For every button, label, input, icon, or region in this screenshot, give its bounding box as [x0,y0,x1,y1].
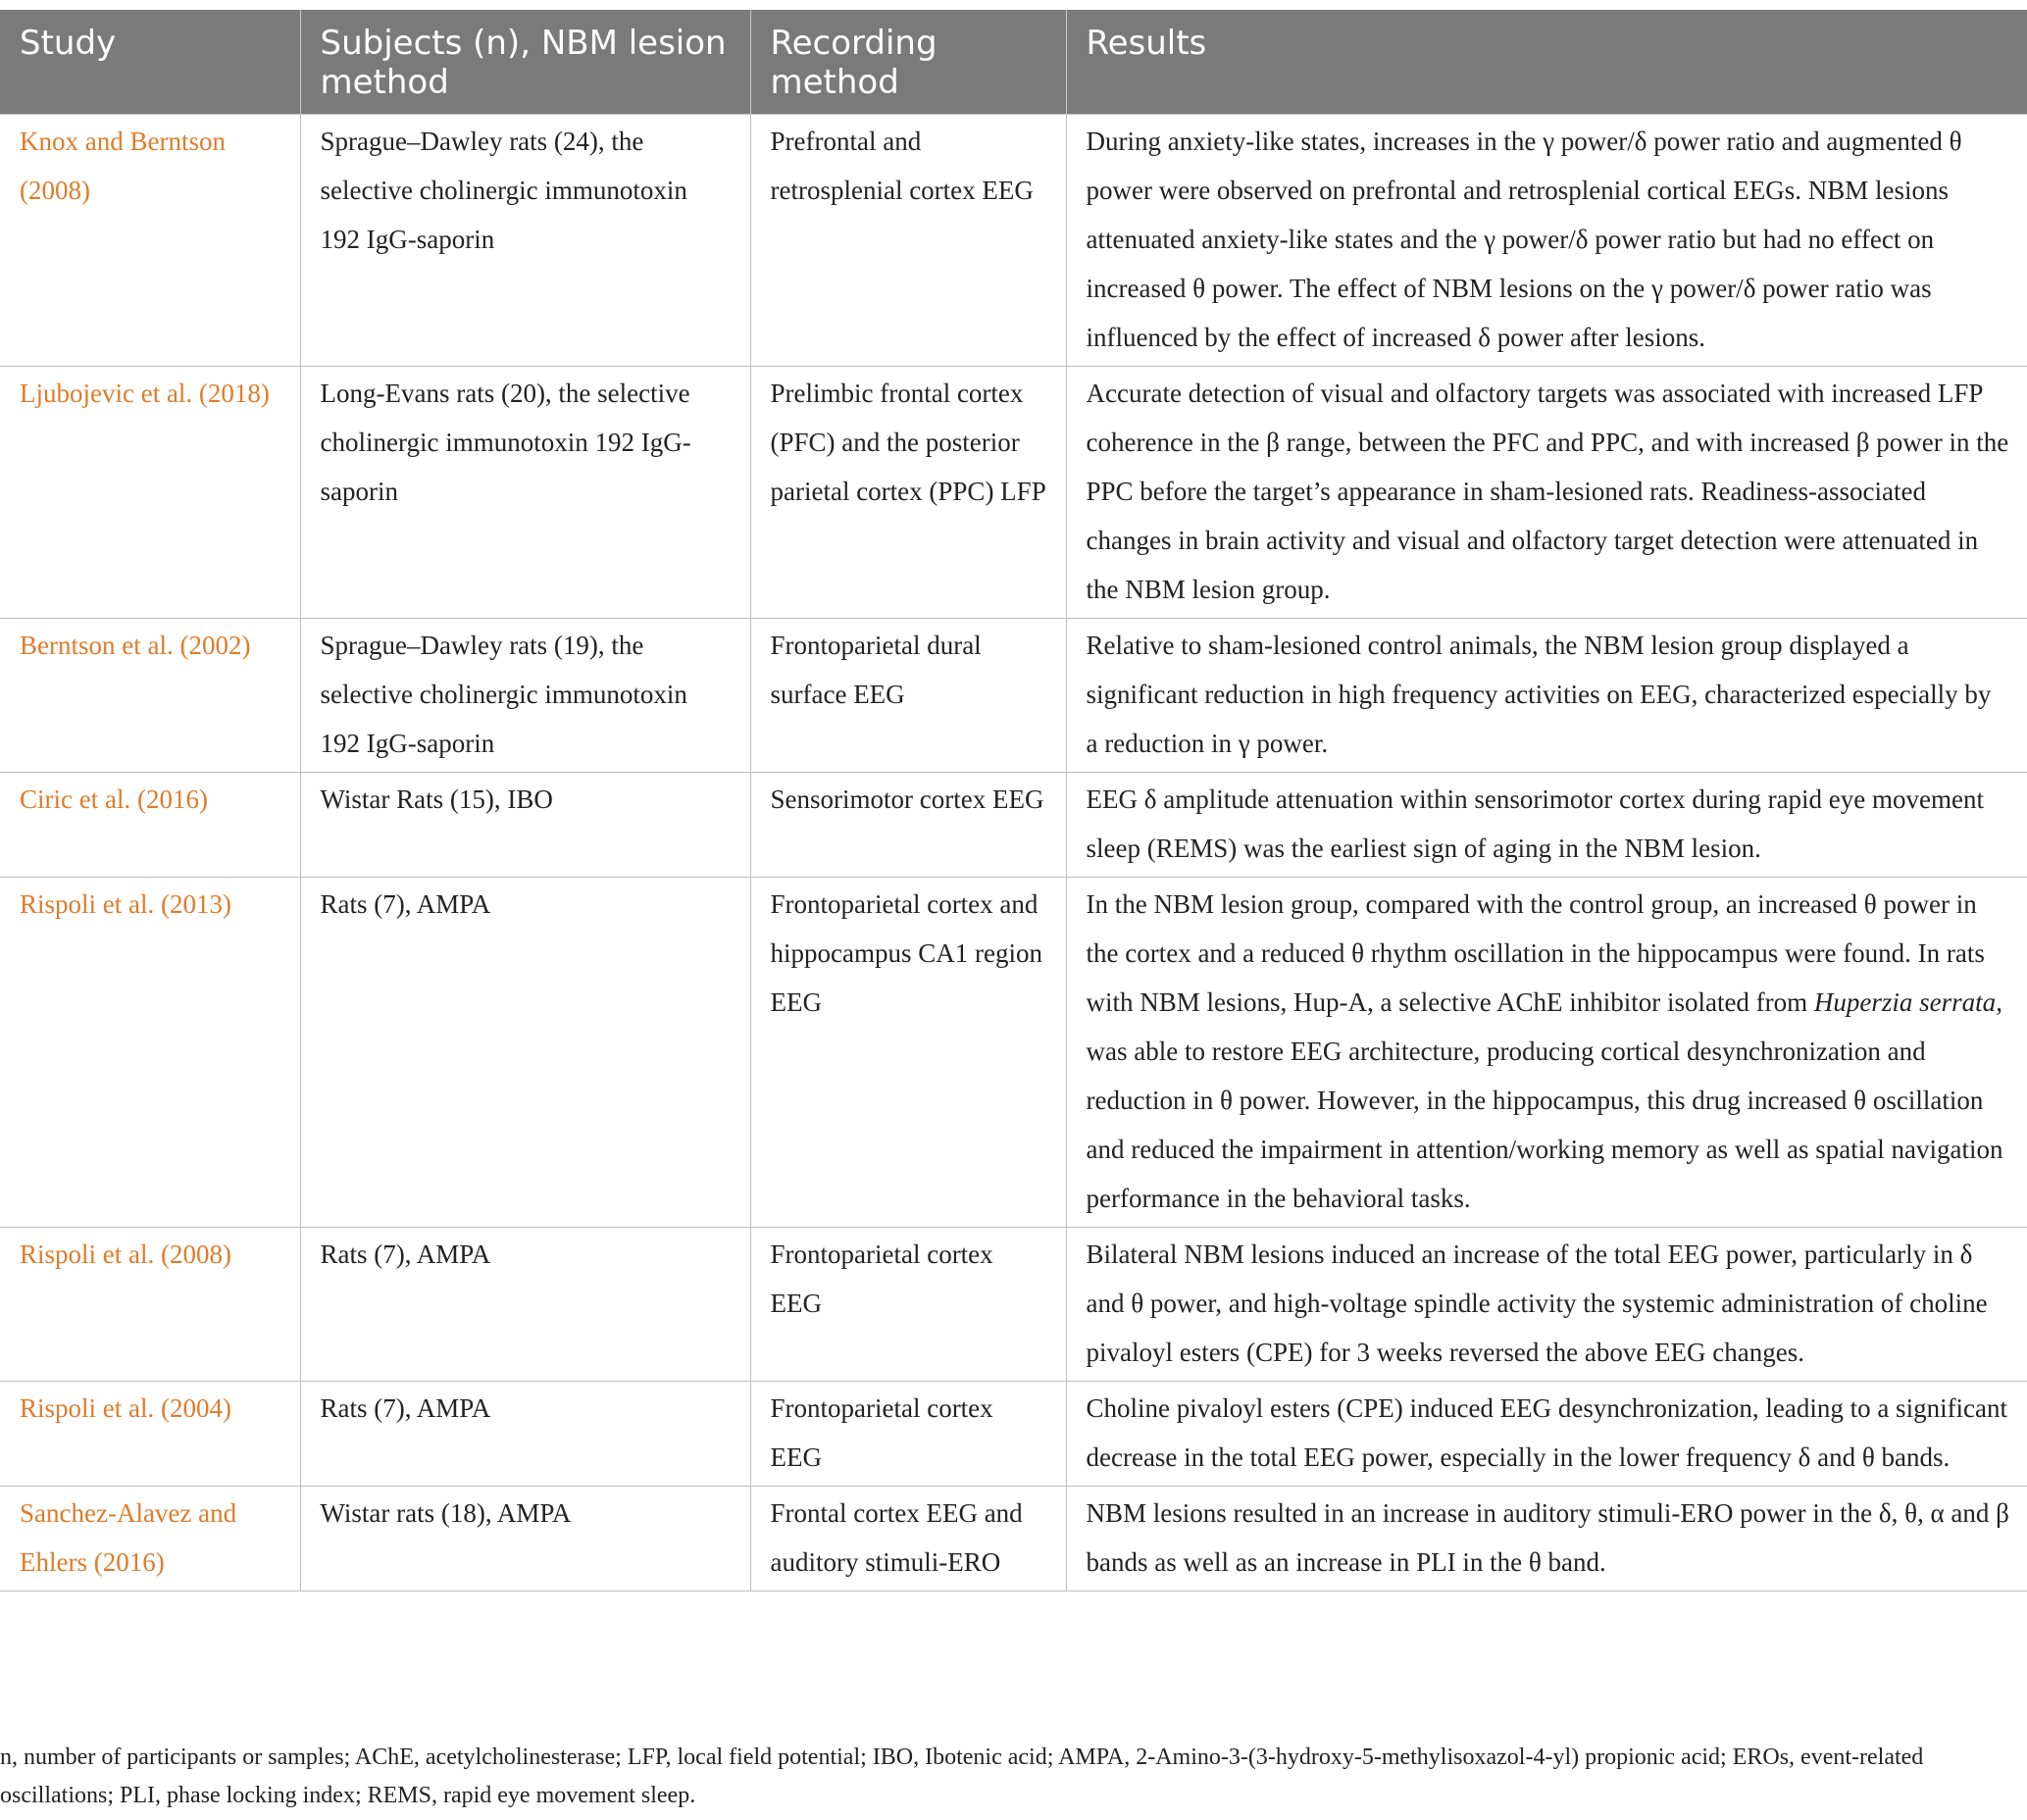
data-table-container [0,10,2027,1592]
table-row [0,1228,2027,1382]
column-header-subjects: Subjects (n), NBM lesion method [300,10,750,115]
study-link[interactable]: Knox and Berntson (2008) [0,115,300,367]
results-cell: Bilateral NBM lesions induced an increase of the total EEG power, particularly in δ and θ power, and high-voltage spindle activity the systemic administration of choline pivaloyl esters (CPE) for 3 weeks reversed the above EEG changes. [1066,1228,2027,1382]
data-table [0,10,2027,1592]
column-header-results: Results [1066,10,2027,115]
results-cell: Accurate detection of visual and olfactory targets was associated with increased LFP coherence in the β range, between the PFC and PPC, and with increased β power in the PPC before the target’s appearance in sham-lesioned rats. Readiness-associated changes in brain activity and visual and olfactory target detection were attenuated in the NBM lesion group. [1066,367,2027,619]
subjects-cell: Rats (7), AMPA [300,1228,750,1382]
results-cell: Relative to sham-lesioned control animals, the NBM lesion group displayed a significant reduction in high frequency activities on EEG, characterized especially by a reduction in γ power. [1066,619,2027,773]
table-row [0,1487,2027,1592]
table-row [0,773,2027,878]
subjects-cell: Long-Evans rats (20), the selective cholinergic immunotoxin 192 IgG-saporin [300,367,750,619]
subjects-cell: Wistar rats (18), AMPA [300,1487,750,1592]
recording-cell: Frontoparietal cortex and hippocampus CA1 region EEG [750,878,1066,1228]
results-cell: NBM lesions resulted in an increase in auditory stimuli-ERO power in the δ, θ, α and β bands as well as an increase in PLI in the θ band. [1066,1487,2027,1592]
study-link[interactable]: Rispoli et al. (2008) [0,1228,300,1382]
table-header [0,10,2027,115]
recording-cell: Prelimbic frontal cortex (PFC) and the posterior parietal cortex (PPC) LFP [750,367,1066,619]
study-link[interactable]: Berntson et al. (2002) [0,619,300,773]
recording-cell: Frontoparietal dural surface EEG [750,619,1066,773]
table-row [0,1382,2027,1487]
column-header-recording: Recording method [750,10,1066,115]
table-row [0,878,2027,1228]
recording-cell: Sensorimotor cortex EEG [750,773,1066,878]
study-link[interactable]: Ljubojevic et al. (2018) [0,367,300,619]
results-cell: EEG δ amplitude attenuation within sensorimotor cortex during rapid eye movement sleep (REMS) was the earliest sign of aging in the NBM lesion. [1066,773,2027,878]
study-link[interactable]: Ciric et al. (2016) [0,773,300,878]
results-cell: During anxiety-like states, increases in the γ power/δ power ratio and augmented θ power were observed on prefrontal and retrosplenial cortical EEGs. NBM lesions attenuated anxiety-like states and the γ power/δ power ratio but had no effect on increased θ power. The effect of NBM lesions on the γ power/δ power ratio was influenced by the effect of increased δ power after lesions. [1066,115,2027,367]
results-text-part2: , was able to restore EEG architecture, producing cortical desynchronization and reduction in θ power. However, in the hippocampus, this drug increased θ oscillation and reduced the impairment in attention/working memory as well as spatial navigation performance in the behavioral tasks. [1086,987,2003,1213]
results-cell: Choline pivaloyl esters (CPE) induced EEG desynchronization, leading to a significant decrease in the total EEG power, especially in the lower frequency δ and θ bands. [1066,1382,2027,1487]
results-text-part1: In the NBM lesion group, compared with the control group, an increased θ power in the cortex and a reduced θ rhythm oscillation in the hippocampus were found. In rats with NBM lesions, Hup-A, a selective AChE inhibitor isolated from [1086,889,1985,1017]
table-header-row [0,10,2027,115]
table-row [0,367,2027,619]
table-body [0,115,2027,1592]
column-header-study: Study [20,24,117,63]
results-cell [1066,878,2027,1228]
table-row [0,619,2027,773]
subjects-cell: Rats (7), AMPA [300,878,750,1228]
study-link[interactable]: Rispoli et al. (2004) [0,1382,300,1487]
recording-cell: Frontal cortex EEG and auditory stimuli-ERO [750,1487,1066,1592]
subjects-cell: Sprague–Dawley rats (24), the selective cholinergic immunotoxin 192 IgG-saporin [300,115,750,367]
subjects-cell: Sprague–Dawley rats (19), the selective cholinergic immunotoxin 192 IgG-saporin [300,619,750,773]
species-name-italic: Huperzia serrata [1813,987,1997,1017]
subjects-cell: Rats (7), AMPA [300,1382,750,1487]
study-link[interactable]: Rispoli et al. (2013) [0,878,300,1228]
recording-cell: Frontoparietal cortex EEG [750,1228,1066,1382]
recording-cell: Frontoparietal cortex EEG [750,1382,1066,1487]
table-footnote: n, number of participants or samples; AChE, acetylcholinesterase; LFP, local field potential; IBO, Ibotenic acid; AMPA, 2-Amino-3-(3-hydroxy-5-methylisoxazol-4-yl) propionic acid; EROs, event-related oscillations; PLI, phase locking index; REMS, rapid eye movement sleep. [0,1744,1924,1808]
table-row [0,115,2027,367]
subjects-cell: Wistar Rats (15), IBO [300,773,750,878]
recording-cell: Prefrontal and retrosplenial cortex EEG [750,115,1066,367]
study-link[interactable]: Sanchez-Alavez and Ehlers (2016) [0,1487,300,1592]
